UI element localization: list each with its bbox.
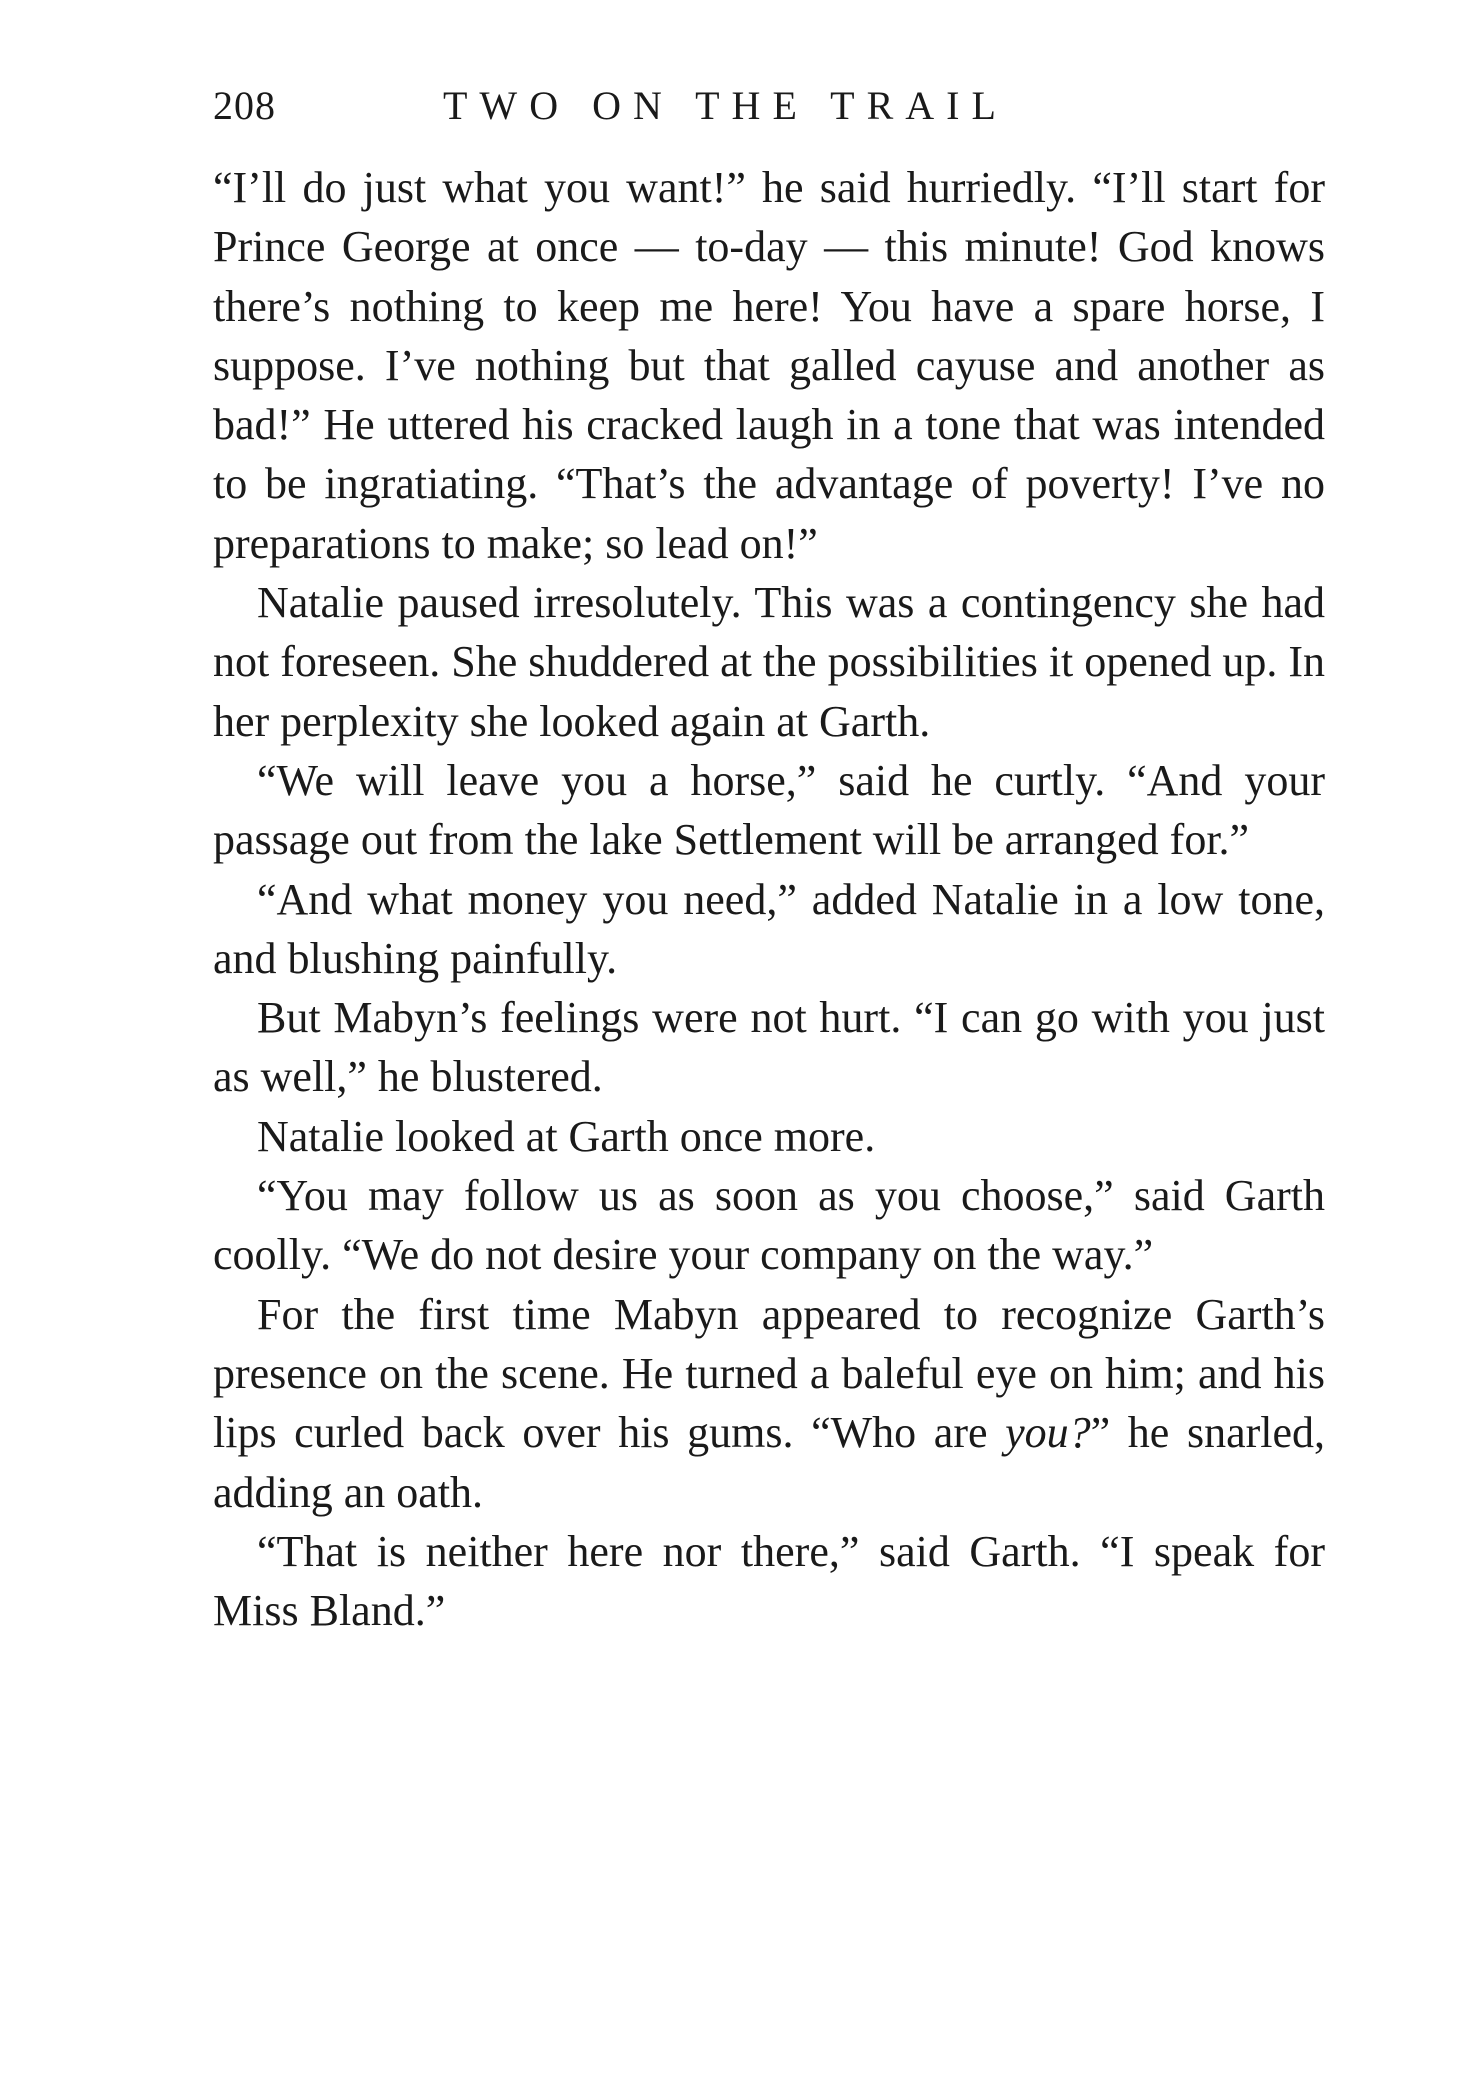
paragraph: “I’ll do just what you want!” he said hurriedly. “I’ll start for Prince George at once — to-day — this minute! God knows there’s nothing to keep me here! You have a spare horse, I suppose. I’ve nothing but that galled cayuse and another as bad!” He uttered his cracked laugh in a tone that was intended to be ingratiating. “That’s the advantage of poverty! I’ve no preparations to make; so lead on!” [213, 163, 1325, 568]
paragraph: “And what money you need,” added Natalie in a low tone, and blushing painfully. [213, 874, 1325, 983]
paragraph-text: For the first time Mabyn appeared to recognize Garth’s presence on the scene. He turned a baleful eye on him; and his lips curled back over his gums. “Who are [213, 1289, 1325, 1458]
paragraph-text: ” he snarled, adding an oath. [213, 1408, 1325, 1517]
paragraph [213, 1285, 1325, 1522]
paragraph: “You may follow us as soon as you choose,” said Garth coolly. “We do not desire your company on the way.” [213, 1171, 1325, 1280]
italic-word: you? [1005, 1408, 1091, 1458]
running-title: TWO ON THE TRAIL [443, 83, 1008, 128]
paragraph: “We will leave you a horse,” said he curtly. “And your passage out from the lake Settlement will be arranged for.” [213, 755, 1325, 865]
body-text [213, 158, 1325, 1640]
paragraph: “That is neither here nor there,” said Garth. “I speak for Miss Bland.” [213, 1526, 1325, 1636]
running-head [213, 82, 1325, 132]
page-number: 208 [213, 83, 276, 128]
paragraph: But Mabyn’s feelings were not hurt. “I can go with you just as well,” he blustered. [213, 993, 1325, 1102]
paragraph: Natalie paused irresolutely. This was a contingency she had not foreseen. She shuddered at the possibilities it opened up. In her perplexity she looked again at Garth. [213, 578, 1325, 746]
paragraph: Natalie looked at Garth once more. [257, 1111, 876, 1161]
